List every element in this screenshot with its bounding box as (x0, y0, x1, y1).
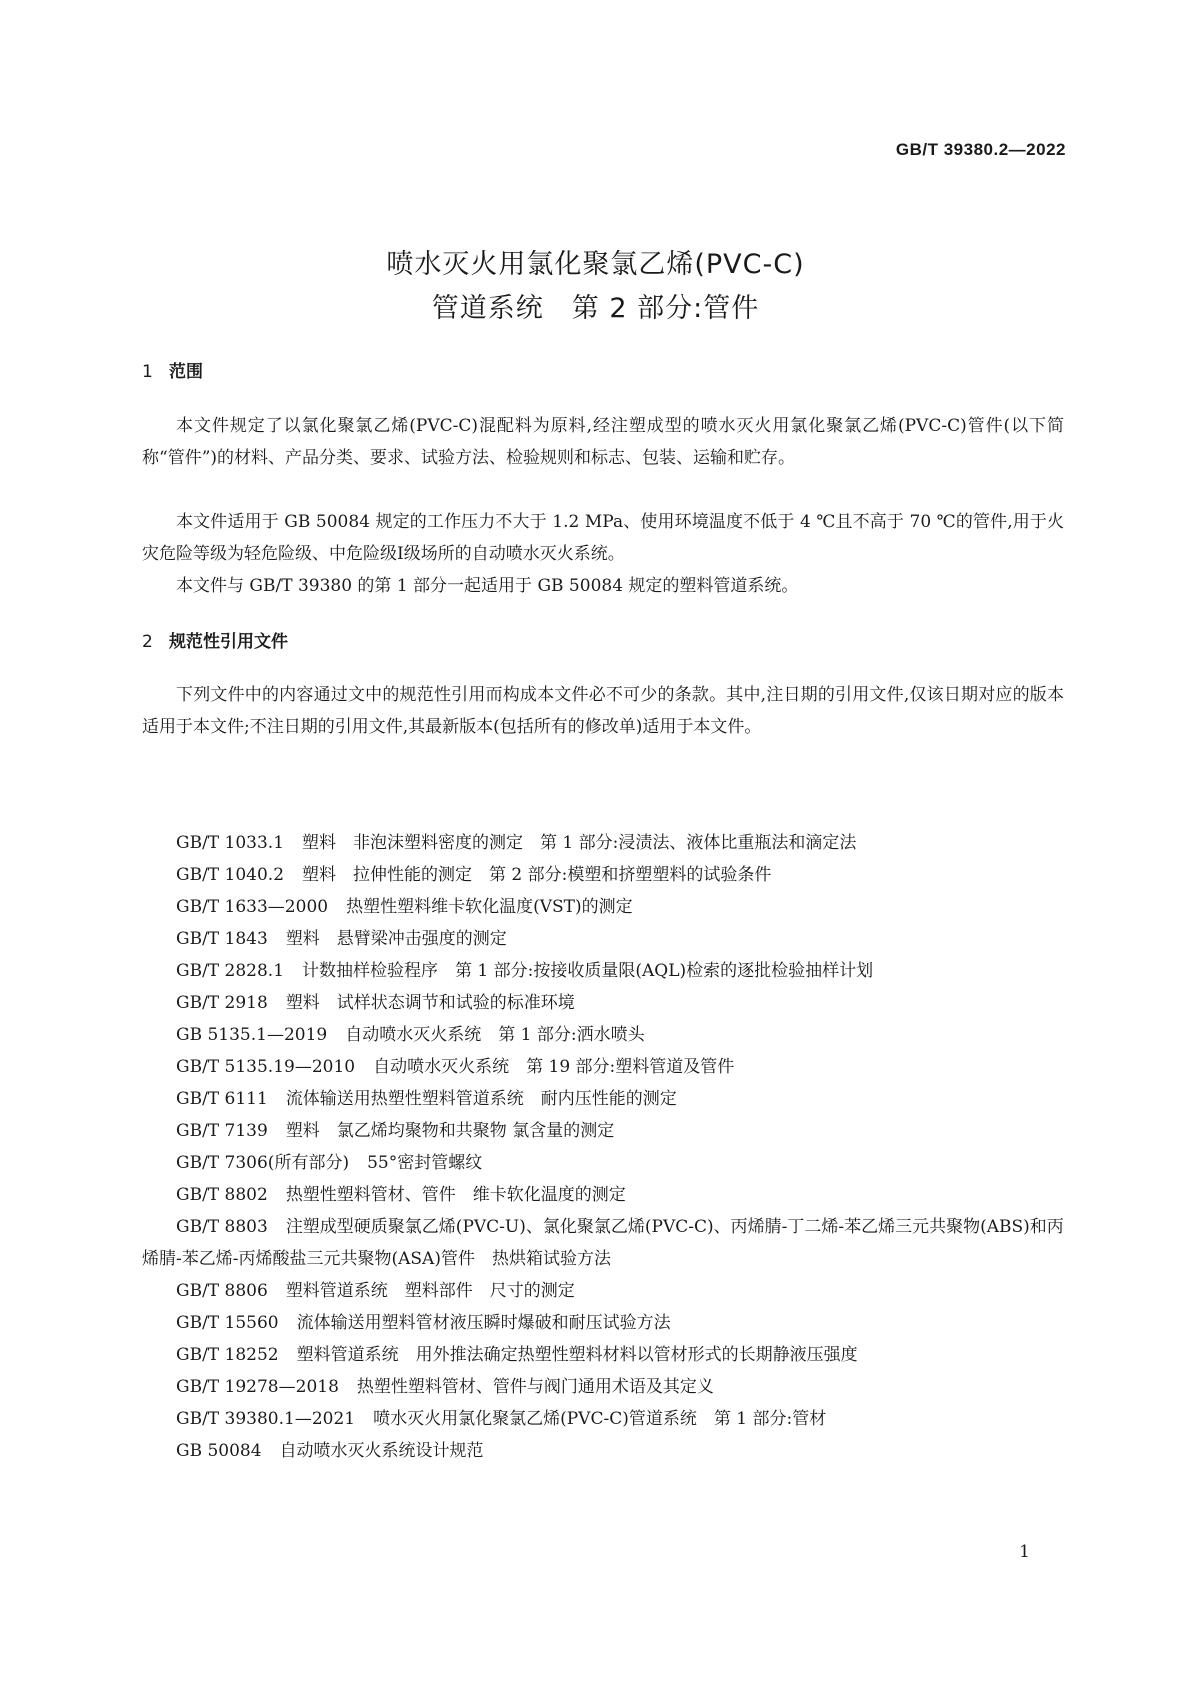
page-number: 1 (1019, 1542, 1030, 1562)
section-1-paragraph-2: 本文件适用于 GB 50084 规定的工作压力不大于 1.2 MPa、使用环境温度不低于 4 ℃且不高于 70 ℃的管件,用于火灾危险等级为轻危险级、中危险级Ⅰ级场所的自动喷水灭火系统。 (142, 512, 1064, 564)
reference-item (142, 1147, 1064, 1179)
reference-title: 塑料 试样状态调节和试验的标准环境 (285, 993, 575, 1013)
reference-code: GB/T 2828.1 (176, 961, 285, 981)
reference-code: GB/T 7139 (176, 1121, 268, 1141)
reference-item (142, 827, 1064, 859)
section-2-title: 规范性引用文件 (169, 632, 288, 652)
section-1-paragraph-1: 本文件规定了以氯化聚氯乙烯(PVC-C)混配料为原料,经注塑成型的喷水灭火用氯化聚氯乙烯(PVC-C)管件(以下简称“管件”)的材料、产品分类、要求、试验方法、检验规则和标志、包装、运输和贮存。 (142, 416, 1064, 468)
reference-title: 塑料管道系统 用外推法确定热塑性塑料材料以管材形式的长期静液压强度 (296, 1345, 858, 1365)
reference-title: 55°密封管螺纹 (367, 1153, 483, 1173)
reference-item (142, 1019, 1064, 1051)
section-2-heading (142, 627, 288, 652)
reference-item (142, 923, 1064, 955)
reference-item (142, 1307, 1064, 1339)
reference-item (142, 955, 1064, 987)
reference-title: 热塑性塑料维卡软化温度(VST)的测定 (346, 897, 633, 917)
title-line-2: 管道系统 第 2 部分:管件 (431, 293, 760, 324)
reference-title: 塑料 拉伸性能的测定 第 2 部分:模塑和挤塑塑料的试验条件 (302, 865, 772, 885)
reference-title: 自动喷水灭火系统 第 19 部分:塑料管道及管件 (373, 1057, 735, 1077)
reference-title: 自动喷水灭火系统 第 1 部分:洒水喷头 (345, 1025, 645, 1045)
section-1-paragraph-3: 本文件与 GB/T 39380 的第 1 部分一起适用于 GB 50084 规定的塑料管道系统。 (176, 576, 799, 596)
reference-code: GB/T 8806 (176, 1281, 268, 1301)
reference-code: GB/T 19278—2018 (176, 1377, 339, 1397)
reference-code: GB/T 1633—2000 (176, 897, 329, 917)
standard-code: GB/T 39380.2—2022 (895, 140, 1066, 159)
reference-code: GB/T 39380.1—2021 (176, 1409, 356, 1429)
section-2-intro: 下列文件中的内容通过文中的规范性引用而构成本文件必不可少的条款。其中,注日期的引用文件,仅该日期对应的版本适用于本文件;不注日期的引用文件,其最新版本(包括所有的修改单)适用于本文件。 (142, 685, 1064, 737)
reference-list (142, 827, 1064, 1467)
reference-code: GB/T 15560 (176, 1313, 279, 1333)
reference-title: 流体输送用热塑性塑料管道系统 耐内压性能的测定 (285, 1089, 677, 1109)
reference-item (142, 1435, 1064, 1467)
reference-title: 塑料 氯乙烯均聚物和共聚物 氯含量的测定 (285, 1121, 615, 1141)
reference-title: 热塑性塑料管材、管件与阀门通用术语及其定义 (356, 1377, 714, 1397)
reference-item (142, 1403, 1064, 1435)
reference-item (142, 987, 1064, 1019)
reference-title: 热塑性塑料管材、管件 维卡软化温度的测定 (285, 1185, 626, 1205)
reference-title: 喷水灭火用氯化聚氯乙烯(PVC-C)管道系统 第 1 部分:管材 (373, 1409, 827, 1429)
reference-title: 计数抽样检验程序 第 1 部分:按接收质量限(AQL)检索的逐批检验抽样计划 (302, 961, 874, 981)
reference-title: 流体输送用塑料管材液压瞬时爆破和耐压试验方法 (296, 1313, 671, 1333)
reference-code: GB/T 1843 (176, 929, 268, 949)
reference-item (142, 1083, 1064, 1115)
reference-item (142, 1275, 1064, 1307)
reference-item (142, 891, 1064, 923)
reference-item (142, 1115, 1064, 1147)
section-2-number: 2 (142, 632, 153, 652)
reference-title: 注塑成型硬质聚氯乙烯(PVC-U)、氯化聚氯乙烯(PVC-C)、丙烯腈-丁二烯-苯乙烯三元共聚物(ABS)和丙烯腈-苯乙烯-丙烯酸盐三元共聚物(ASA)管件 热烘箱试验方法 (142, 1217, 1064, 1269)
reference-code: GB/T 8803 (176, 1217, 268, 1237)
section-1-heading (142, 357, 203, 382)
title-line-1: 喷水灭火用氯化聚氯乙烯(PVC-C) (386, 249, 805, 280)
reference-title: 塑料管道系统 塑料部件 尺寸的测定 (285, 1281, 575, 1301)
reference-code: GB/T 1033.1 (176, 833, 285, 853)
reference-code: GB/T 7306(所有部分) (176, 1153, 350, 1173)
reference-code: GB/T 8802 (176, 1185, 268, 1205)
reference-item (142, 859, 1064, 891)
reference-code: GB 50084 (176, 1441, 262, 1461)
reference-code: GB/T 5135.19—2010 (176, 1057, 356, 1077)
reference-code: GB/T 18252 (176, 1345, 279, 1365)
reference-code: GB/T 6111 (176, 1089, 268, 1109)
reference-code: GB/T 1040.2 (176, 865, 285, 885)
reference-title: 自动喷水灭火系统设计规范 (279, 1441, 484, 1461)
reference-item (142, 1211, 1064, 1275)
section-1-title: 范围 (169, 362, 203, 382)
reference-code: GB 5135.1—2019 (176, 1025, 328, 1045)
document-title (0, 243, 1191, 331)
reference-title: 塑料 悬臂梁冲击强度的测定 (285, 929, 507, 949)
section-1-number: 1 (142, 362, 153, 382)
reference-item (142, 1051, 1064, 1083)
reference-code: GB/T 2918 (176, 993, 268, 1013)
reference-item (142, 1179, 1064, 1211)
reference-item (142, 1371, 1064, 1403)
reference-title: 塑料 非泡沫塑料密度的测定 第 1 部分:浸渍法、液体比重瓶法和滴定法 (302, 833, 857, 853)
reference-item (142, 1339, 1064, 1371)
